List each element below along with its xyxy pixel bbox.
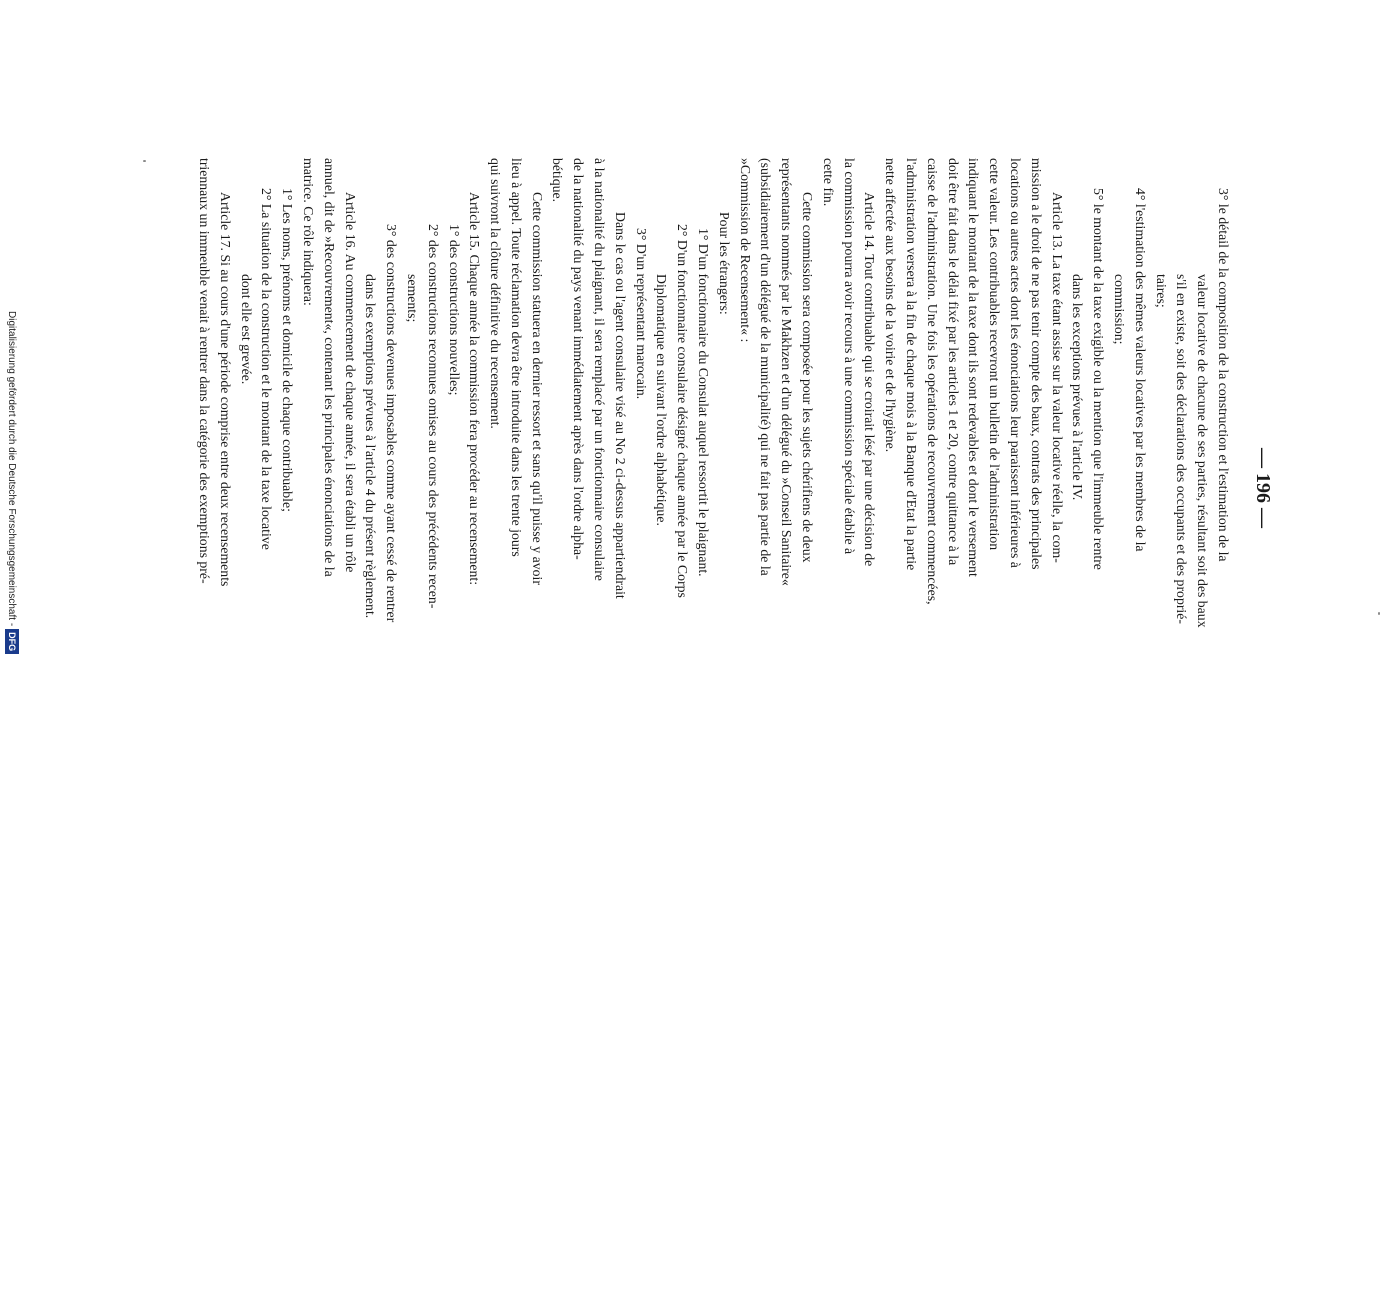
text-line: (subsidiairement d'un délégué de la municipalité) qui ne fait pas partie de la: [758, 158, 774, 576]
text-line: 3° D'un représentant marocain.: [633, 228, 649, 400]
text-line: l'administration versera à la fin de chaque mois à la Banque d'Etat la partie: [904, 158, 920, 571]
text-line: 1° Les noms, prénoms et domicile de chaque contribuable;: [280, 188, 296, 512]
text-line: 2° D'un fonctionnaire consulaire désigné chaque année par le Corps: [675, 224, 691, 598]
text-line: Article 14. Tout contribuable qui se croirait lésé par une décision de: [862, 192, 878, 567]
text-line: Cette commission sera composée pour les sujets chérifiens de deux: [800, 192, 816, 563]
text-line: représentants nommés par le Makhzen et d'un délégué du »Conseil Sanitaire«: [779, 158, 795, 586]
text-line: Article 16. Au commencement de chaque année, il sera établi un rôle: [342, 192, 358, 573]
text-line: cette fin.: [820, 158, 836, 207]
text-line: taires;: [1153, 274, 1169, 308]
text-line: 2° La situation de la construction et le montant de la taxe locative: [259, 188, 275, 550]
text-line: 1° des constructions nouvelles;: [446, 224, 462, 396]
text-line: 1° D'un fonctionnaire du Consulat auquel ressortit le plaignant.: [696, 228, 712, 577]
text-line: indiquant le montant de la taxe dont ils sont redevables et dont le versement: [966, 158, 982, 577]
document-body: [193, 158, 1233, 818]
text-line: lieu à appel. Toute réclamation devra être introduite dans les trente jours: [508, 158, 524, 557]
text-line: bétique.: [550, 158, 566, 203]
text-line: Article 15. Chaque année la commission fera procéder au recensement:: [467, 192, 483, 586]
digitization-credit: [5, 311, 19, 1291]
text-line: locations ou autres actes dont les énonciations leur paraissent inférieures à: [1008, 158, 1024, 568]
text-line: à la nationalité du plaignant, il sera remplacé par un fonctionnaire consulaire: [592, 158, 608, 581]
text-line: 5° le montant de la taxe exigible ou la mention que l'immeuble rentre: [1091, 188, 1107, 570]
text-line: s'il en existe, soit des déclarations des occupants et des proprié-: [1174, 274, 1190, 624]
text-line: annuel, dit de »Recouvrement«, contenant les principales énonciations de la: [321, 158, 337, 577]
text-line: dans les exemptions prévues à l'article 4 du présent règlement.: [363, 274, 379, 619]
text-line: mission a le droit de ne pas tenir compte des baux, contrats des principales: [1028, 158, 1044, 570]
credit-text: Digitalisierung gefördert durch die Deutsche Forschungsgemeinschaft -: [6, 311, 17, 627]
text-line: Pour les étrangers:: [716, 212, 732, 315]
text-line: »Commission de Recensement« :: [737, 158, 753, 343]
scan-speck: [1378, 612, 1380, 615]
page-number: — 196 —: [1252, 448, 1274, 528]
scan-speck: [143, 160, 146, 162]
text-line: nette affectée aux besoins de la voirie et de l'hygiène.: [883, 158, 899, 453]
text-line: triennaux un immeuble venait à rentrer dans la catégorie des exemptions pré-: [196, 158, 212, 584]
text-line: Article 13. La taxe étant assise sur la valeur locative réelle, la com-: [1049, 192, 1065, 563]
text-line: 3° des constructions devenues imposables comme ayant cessé de rentrer: [384, 224, 400, 623]
rotated-page: [170, 158, 1285, 818]
dfg-logo: DFG: [5, 629, 19, 654]
text-line: commission;: [1112, 274, 1128, 345]
text-line: qui suivront la clôture définitive du recensement.: [488, 158, 504, 429]
text-line: sements;: [404, 274, 420, 323]
text-line: Dans le cas ou l'agent consulaire visé au No 2 ci-dessus appartiendrait: [612, 212, 628, 599]
text-line: de la nationalité du pays venant immédiatement après dans l'ordre alpha-: [571, 158, 587, 560]
text-line: dont elle est grevée.: [238, 274, 254, 385]
text-line: 2° des constructions reconnues omises au cours des précédents recen-: [425, 224, 441, 609]
text-line: matrice. Ce rôle indiquera:: [300, 158, 316, 306]
text-line: valeur locative de chacune de ses parties, résultant soit des baux: [1195, 274, 1211, 628]
text-line: Diplomatique en suivant l'ordre alphabétique.: [654, 274, 670, 526]
text-line: la commission pourra avoir recours à une commission spéciale établie à: [841, 158, 857, 555]
text-line: dans les exceptions prévues à l'article IV.: [1070, 274, 1086, 501]
text-line: caisse de l'administration. Une fois les opérations de recouvrement commencées,: [924, 158, 940, 605]
text-line: Cette commission statuera en dernier ressort et sans qu'il puisse y avoir: [529, 192, 545, 585]
text-line: cette valeur. Les contribuables recevront un bulletin de l'administration: [987, 158, 1003, 551]
text-line: doit être fait dans le délai fixé par les articles 1 et 20, contre quittance à la: [945, 158, 961, 566]
text-line: 3° le détail de la composition de la construction et l'estimation de la: [1216, 188, 1231, 562]
text-line: Article 17. Si au cours d'une période comprise entre deux recensements: [217, 192, 233, 587]
text-line: 4° l'estimation des mêmes valeurs locatives par les membres de la: [1132, 188, 1148, 552]
